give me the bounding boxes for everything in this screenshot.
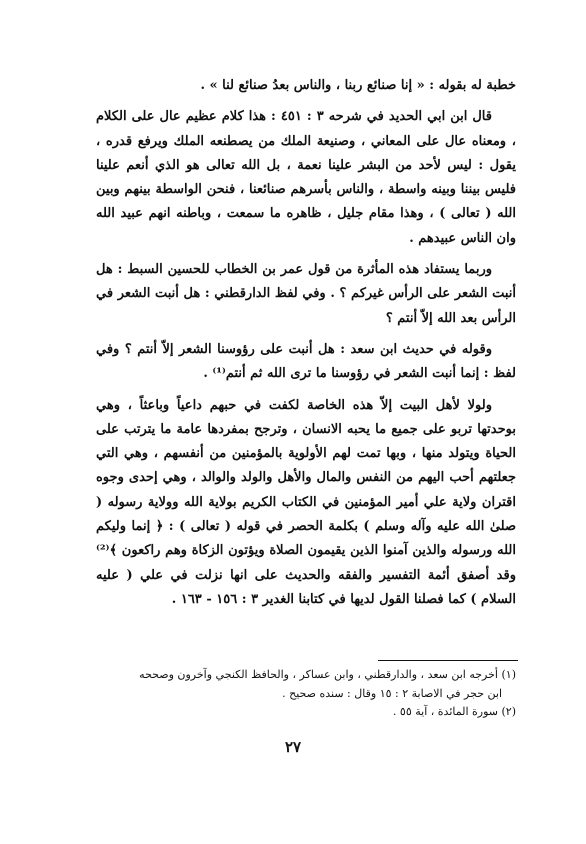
footnotes [96,666,516,722]
main-text [96,74,516,612]
paragraph-ahl-al-bayt: ولولا لأهل البيت إلاّ هذه الخاصة لكفت في حبهم داعياً وباعثاً ، وهي بوحدتها تربو على جميع ما يحبه الانسان ، وترجح بمفردها عامة ما يترتب على الحياة ويتولد منها ، وبها تمت لهم الأولوية بالمؤمنين من أنفسهم ، وهي التي جعلتهم أحب اليهم من النفس والمال والأهل والولد والوالد ، وهي إحدى وجوه اقتران ولاية علي أمير المؤمنين في الكتاب الكريم بولاية الله وولاية رسوله ( صلىٰ الله عليه وآله وسلم ) بكلمة الحصر في قوله ( تعالى ) : ﴿ إنما وليكم الله ورسوله والذين آمنوا الذين يقيمون الصلاة ويؤتون الزكاة وهم راكعون ﴾⁽²⁾ وقد أصفق أئمة التفسير والفقه والحديث على انها نزلت في علي ( عليه السلام ) كما فصلنا القول لديها في كتابنا الغدير ٣ : ١٥٦ - ١٦٣ . [96,397,516,607]
page-number: ٢٧ [284,738,302,756]
paragraph-ibn-saad: وقوله في حديث ابن سعد : هل أنبت على رؤوسنا الشعر إلاّ أنتم ؟ وفي لفظ : إنما أنبت الشعر في رؤوسنا ما ترى الله ثم أنتم⁽¹⁾ . [96,341,516,382]
paragraph-ibn-abi-al-hadid: قال ابن ابي الحديد في شرحه ٣ : ٤٥١ : هذا كلام عظيم عال على الكلام ، ومعناه عال على المعاني ، وصنيعة الملك من يصطنعه الملك ويرفع قدره ، يقول : ليس لأحد من البشر علينا نعمة ، بل الله تعالى هو الذي أنعم علينا فليس بيننا وبينه واسطة ، والناس بأسرهم صنائعنا ، فنحن الواسطة بينهم وبين الله ( تعالى ) ، وهذا مقام جليل ، ظاهره ما سمعت ، وباطنه انهم عبيد الله وان الناس عبيدهم . [96,109,516,246]
footnote-1: (١) أخرجه ابن سعد ، والدارقطني ، وابن عساكر ، والحافظ الكنجي وآخرون وصححه [139,668,516,681]
paragraph-umar-quote: وربما يستفاد هذه المأثرة من قول عمر بن الخطاب للحسين السبط : هل أنبت الشعر على الرأس غيركم ؟ . وفي لفظ الدارقطني : هل أنبت الشعر في الرأس بعد الله إلاّ أنتم ؟ [96,262,516,326]
paragraph-closing-quote: خطبة له بقوله : « إنا صنائع ربنا ، والناس بعدُ صنائع لنا » . [200,78,516,93]
footnote-2: (٢) سورة المائدة ، آية ٥٥ . [392,705,516,718]
footnote-divider [378,660,518,661]
footnote-1-continuation: ابن حجر في الاصابة ٢ : ١٥ وقال : سنده صحيح . [282,686,502,700]
